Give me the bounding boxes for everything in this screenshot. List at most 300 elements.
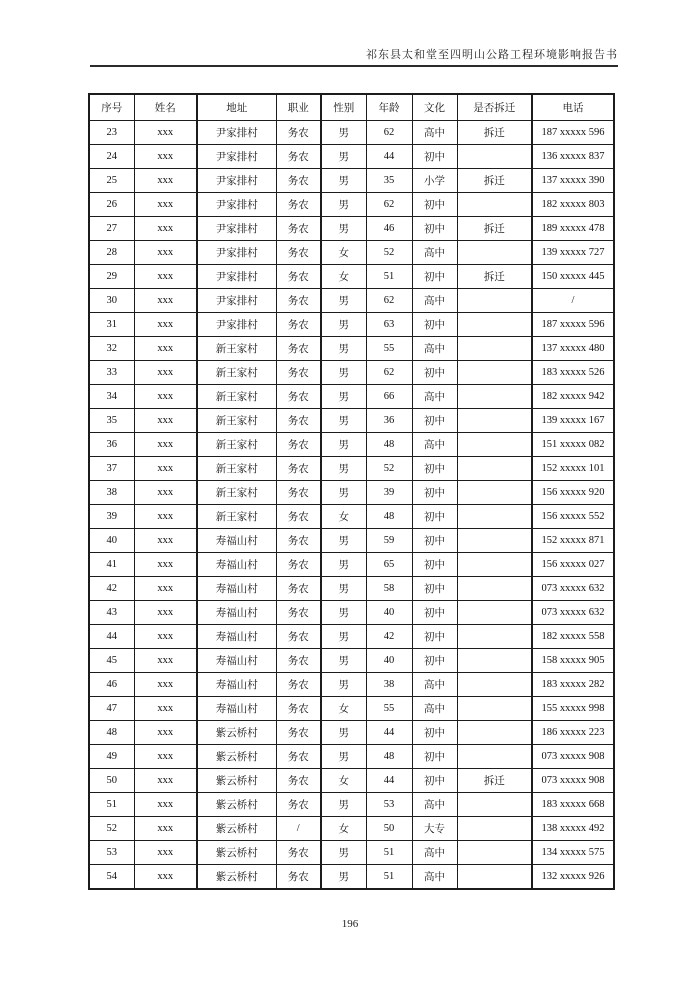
- cell-occupation: 务农: [276, 337, 321, 361]
- cell-name: xxx: [134, 601, 197, 625]
- table-row: [89, 433, 614, 457]
- cell-phone: 150 xxxxx 445: [532, 265, 614, 289]
- cell-relocation: [457, 481, 532, 505]
- cell-name: xxx: [134, 553, 197, 577]
- cell-index: 25: [89, 169, 134, 193]
- cell-occupation: 务农: [276, 697, 321, 721]
- cell-index: 43: [89, 601, 134, 625]
- page-footer: [0, 914, 700, 932]
- cell-age: 51: [366, 865, 412, 890]
- cell-gender: 男: [321, 217, 366, 241]
- cell-education: 高中: [412, 673, 457, 697]
- cell-gender: 女: [321, 697, 366, 721]
- cell-age: 59: [366, 529, 412, 553]
- cell-age: 40: [366, 601, 412, 625]
- cell-name: xxx: [134, 817, 197, 841]
- cell-gender: 男: [321, 625, 366, 649]
- table-row: [89, 409, 614, 433]
- table-row: [89, 649, 614, 673]
- table-row: [89, 505, 614, 529]
- cell-education: 初中: [412, 457, 457, 481]
- cell-name: xxx: [134, 169, 197, 193]
- cell-name: xxx: [134, 217, 197, 241]
- cell-index: 42: [89, 577, 134, 601]
- cell-address: 紫云桥村: [197, 817, 276, 841]
- table-row: [89, 553, 614, 577]
- cell-age: 62: [366, 121, 412, 145]
- cell-index: 26: [89, 193, 134, 217]
- cell-occupation: 务农: [276, 313, 321, 337]
- table-row: [89, 169, 614, 193]
- cell-address: 尹家排村: [197, 289, 276, 313]
- cell-index: 52: [89, 817, 134, 841]
- cell-gender: 男: [321, 673, 366, 697]
- cell-index: 32: [89, 337, 134, 361]
- column-header-education: 文化: [412, 94, 457, 121]
- cell-relocation: [457, 625, 532, 649]
- cell-occupation: 务农: [276, 529, 321, 553]
- table-row: [89, 145, 614, 169]
- cell-occupation: 务农: [276, 481, 321, 505]
- cell-address: 尹家排村: [197, 121, 276, 145]
- cell-relocation: [457, 817, 532, 841]
- cell-education: 高中: [412, 121, 457, 145]
- cell-phone: 183 xxxxx 282: [532, 673, 614, 697]
- cell-education: 初中: [412, 505, 457, 529]
- cell-relocation: 拆迁: [457, 121, 532, 145]
- table-row: [89, 865, 614, 890]
- table-row: [89, 385, 614, 409]
- cell-age: 48: [366, 745, 412, 769]
- cell-index: 46: [89, 673, 134, 697]
- cell-education: 高中: [412, 697, 457, 721]
- cell-relocation: [457, 793, 532, 817]
- cell-phone: 183 xxxxx 668: [532, 793, 614, 817]
- cell-address: 紫云桥村: [197, 721, 276, 745]
- cell-age: 48: [366, 433, 412, 457]
- cell-age: 44: [366, 769, 412, 793]
- cell-index: 33: [89, 361, 134, 385]
- cell-phone: 183 xxxxx 526: [532, 361, 614, 385]
- cell-gender: 男: [321, 553, 366, 577]
- cell-relocation: 拆迁: [457, 769, 532, 793]
- cell-phone: 155 xxxxx 998: [532, 697, 614, 721]
- cell-age: 36: [366, 409, 412, 433]
- cell-index: 40: [89, 529, 134, 553]
- table-row: [89, 625, 614, 649]
- cell-name: xxx: [134, 337, 197, 361]
- cell-occupation: 务农: [276, 121, 321, 145]
- cell-address: 寿福山村: [197, 553, 276, 577]
- cell-gender: 男: [321, 313, 366, 337]
- cell-index: 23: [89, 121, 134, 145]
- cell-education: 初中: [412, 577, 457, 601]
- cell-age: 52: [366, 457, 412, 481]
- cell-phone: 182 xxxxx 803: [532, 193, 614, 217]
- cell-gender: 男: [321, 745, 366, 769]
- cell-education: 初中: [412, 649, 457, 673]
- cell-occupation: 务农: [276, 841, 321, 865]
- cell-relocation: [457, 577, 532, 601]
- column-header-address: 地址: [197, 94, 276, 121]
- table-row: [89, 217, 614, 241]
- cell-phone: 152 xxxxx 871: [532, 529, 614, 553]
- cell-gender: 男: [321, 577, 366, 601]
- cell-occupation: 务农: [276, 769, 321, 793]
- cell-index: 41: [89, 553, 134, 577]
- cell-address: 新王家村: [197, 385, 276, 409]
- cell-index: 28: [89, 241, 134, 265]
- cell-name: xxx: [134, 121, 197, 145]
- cell-relocation: [457, 841, 532, 865]
- cell-address: 寿福山村: [197, 529, 276, 553]
- cell-relocation: 拆迁: [457, 217, 532, 241]
- cell-index: 37: [89, 457, 134, 481]
- table-row: [89, 265, 614, 289]
- cell-age: 44: [366, 721, 412, 745]
- cell-name: xxx: [134, 673, 197, 697]
- cell-address: 紫云桥村: [197, 745, 276, 769]
- cell-name: xxx: [134, 241, 197, 265]
- cell-address: 尹家排村: [197, 241, 276, 265]
- cell-age: 62: [366, 289, 412, 313]
- page-number: 196: [341, 918, 359, 930]
- cell-index: 35: [89, 409, 134, 433]
- cell-relocation: 拆迁: [457, 265, 532, 289]
- table-row: [89, 481, 614, 505]
- cell-age: 66: [366, 385, 412, 409]
- cell-address: 紫云桥村: [197, 793, 276, 817]
- cell-name: xxx: [134, 457, 197, 481]
- cell-name: xxx: [134, 793, 197, 817]
- cell-age: 51: [366, 265, 412, 289]
- cell-education: 初中: [412, 145, 457, 169]
- cell-address: 尹家排村: [197, 217, 276, 241]
- cell-index: 44: [89, 625, 134, 649]
- cell-relocation: [457, 433, 532, 457]
- cell-gender: 男: [321, 169, 366, 193]
- column-header-phone: 电话: [532, 94, 614, 121]
- cell-occupation: 务农: [276, 457, 321, 481]
- cell-phone: 156 xxxxx 027: [532, 553, 614, 577]
- cell-name: xxx: [134, 361, 197, 385]
- cell-name: xxx: [134, 721, 197, 745]
- cell-occupation: 务农: [276, 145, 321, 169]
- cell-address: 尹家排村: [197, 145, 276, 169]
- cell-phone: 137 xxxxx 480: [532, 337, 614, 361]
- cell-index: 29: [89, 265, 134, 289]
- column-header-occupation: 职业: [276, 94, 321, 121]
- cell-age: 65: [366, 553, 412, 577]
- cell-name: xxx: [134, 625, 197, 649]
- table-row: [89, 673, 614, 697]
- cell-address: 寿福山村: [197, 601, 276, 625]
- cell-relocation: [457, 193, 532, 217]
- header-rule: [90, 65, 618, 67]
- cell-address: 尹家排村: [197, 313, 276, 337]
- cell-education: 初中: [412, 625, 457, 649]
- cell-gender: 男: [321, 409, 366, 433]
- cell-occupation: 务农: [276, 793, 321, 817]
- cell-age: 50: [366, 817, 412, 841]
- cell-age: 40: [366, 649, 412, 673]
- cell-phone: 132 xxxxx 926: [532, 865, 614, 890]
- cell-education: 初中: [412, 529, 457, 553]
- cell-index: 31: [89, 313, 134, 337]
- cell-phone: 186 xxxxx 223: [532, 721, 614, 745]
- cell-age: 52: [366, 241, 412, 265]
- cell-relocation: [457, 721, 532, 745]
- column-header-relocation: 是否拆迁: [457, 94, 532, 121]
- cell-name: xxx: [134, 769, 197, 793]
- cell-address: 紫云桥村: [197, 865, 276, 890]
- cell-gender: 女: [321, 241, 366, 265]
- cell-education: 高中: [412, 385, 457, 409]
- cell-education: 初中: [412, 601, 457, 625]
- cell-occupation: 务农: [276, 217, 321, 241]
- cell-occupation: 务农: [276, 577, 321, 601]
- cell-age: 38: [366, 673, 412, 697]
- cell-education: 初中: [412, 745, 457, 769]
- cell-gender: 男: [321, 721, 366, 745]
- cell-phone: 187 xxxxx 596: [532, 313, 614, 337]
- cell-education: 高中: [412, 793, 457, 817]
- cell-gender: 男: [321, 481, 366, 505]
- cell-address: 尹家排村: [197, 265, 276, 289]
- cell-address: 尹家排村: [197, 193, 276, 217]
- cell-address: 新王家村: [197, 481, 276, 505]
- cell-index: 36: [89, 433, 134, 457]
- cell-education: 高中: [412, 337, 457, 361]
- cell-education: 大专: [412, 817, 457, 841]
- cell-education: 初中: [412, 409, 457, 433]
- cell-phone: /: [532, 289, 614, 313]
- cell-index: 51: [89, 793, 134, 817]
- cell-address: 新王家村: [197, 505, 276, 529]
- cell-gender: 男: [321, 865, 366, 890]
- cell-gender: 男: [321, 337, 366, 361]
- cell-gender: 男: [321, 529, 366, 553]
- table-header: [89, 94, 614, 121]
- cell-gender: 男: [321, 121, 366, 145]
- cell-name: xxx: [134, 193, 197, 217]
- cell-occupation: 务农: [276, 721, 321, 745]
- cell-name: xxx: [134, 529, 197, 553]
- cell-education: 初中: [412, 193, 457, 217]
- cell-occupation: 务农: [276, 361, 321, 385]
- cell-occupation: 务农: [276, 433, 321, 457]
- cell-phone: 139 xxxxx 727: [532, 241, 614, 265]
- cell-phone: 073 xxxxx 632: [532, 601, 614, 625]
- cell-occupation: 务农: [276, 289, 321, 313]
- cell-education: 高中: [412, 241, 457, 265]
- cell-education: 初中: [412, 481, 457, 505]
- cell-index: 34: [89, 385, 134, 409]
- cell-index: 39: [89, 505, 134, 529]
- cell-phone: 156 xxxxx 920: [532, 481, 614, 505]
- cell-education: 初中: [412, 265, 457, 289]
- cell-occupation: 务农: [276, 673, 321, 697]
- cell-phone: 073 xxxxx 908: [532, 745, 614, 769]
- table-row: [89, 577, 614, 601]
- cell-gender: 男: [321, 385, 366, 409]
- cell-education: 初中: [412, 361, 457, 385]
- cell-address: 新王家村: [197, 457, 276, 481]
- cell-name: xxx: [134, 289, 197, 313]
- cell-gender: 男: [321, 361, 366, 385]
- cell-occupation: 务农: [276, 865, 321, 890]
- cell-age: 39: [366, 481, 412, 505]
- cell-age: 48: [366, 505, 412, 529]
- cell-occupation: 务农: [276, 385, 321, 409]
- cell-address: 寿福山村: [197, 697, 276, 721]
- cell-education: 初中: [412, 553, 457, 577]
- cell-name: xxx: [134, 745, 197, 769]
- cell-gender: 男: [321, 841, 366, 865]
- cell-occupation: 务农: [276, 169, 321, 193]
- cell-name: xxx: [134, 577, 197, 601]
- cell-education: 初中: [412, 769, 457, 793]
- cell-index: 30: [89, 289, 134, 313]
- cell-education: 高中: [412, 289, 457, 313]
- cell-age: 63: [366, 313, 412, 337]
- cell-phone: 073 xxxxx 908: [532, 769, 614, 793]
- cell-occupation: 务农: [276, 649, 321, 673]
- cell-phone: 152 xxxxx 101: [532, 457, 614, 481]
- table-row: [89, 721, 614, 745]
- cell-occupation: 务农: [276, 745, 321, 769]
- cell-phone: 187 xxxxx 596: [532, 121, 614, 145]
- table-row: [89, 817, 614, 841]
- cell-age: 35: [366, 169, 412, 193]
- cell-phone: 182 xxxxx 942: [532, 385, 614, 409]
- cell-gender: 女: [321, 817, 366, 841]
- cell-gender: 男: [321, 457, 366, 481]
- table-header-row: [89, 94, 614, 121]
- cell-phone: 139 xxxxx 167: [532, 409, 614, 433]
- cell-relocation: 拆迁: [457, 169, 532, 193]
- table-body: [89, 121, 614, 890]
- cell-age: 62: [366, 361, 412, 385]
- cell-age: 62: [366, 193, 412, 217]
- cell-gender: 男: [321, 793, 366, 817]
- cell-phone: 151 xxxxx 082: [532, 433, 614, 457]
- cell-relocation: [457, 385, 532, 409]
- cell-relocation: [457, 361, 532, 385]
- cell-occupation: 务农: [276, 625, 321, 649]
- cell-index: 24: [89, 145, 134, 169]
- cell-phone: 136 xxxxx 837: [532, 145, 614, 169]
- cell-age: 46: [366, 217, 412, 241]
- cell-index: 45: [89, 649, 134, 673]
- cell-relocation: [457, 457, 532, 481]
- cell-name: xxx: [134, 649, 197, 673]
- table-row: [89, 193, 614, 217]
- cell-relocation: [457, 145, 532, 169]
- cell-address: 寿福山村: [197, 577, 276, 601]
- column-header-age: 年龄: [366, 94, 412, 121]
- cell-index: 53: [89, 841, 134, 865]
- cell-address: 紫云桥村: [197, 769, 276, 793]
- cell-gender: 女: [321, 505, 366, 529]
- cell-index: 27: [89, 217, 134, 241]
- cell-relocation: [457, 553, 532, 577]
- cell-age: 53: [366, 793, 412, 817]
- cell-age: 51: [366, 841, 412, 865]
- cell-relocation: [457, 409, 532, 433]
- cell-occupation: 务农: [276, 193, 321, 217]
- cell-index: 38: [89, 481, 134, 505]
- cell-address: 寿福山村: [197, 625, 276, 649]
- table-row: [89, 121, 614, 145]
- cell-name: xxx: [134, 433, 197, 457]
- cell-address: 寿福山村: [197, 673, 276, 697]
- cell-phone: 182 xxxxx 558: [532, 625, 614, 649]
- column-header-name: 姓名: [134, 94, 197, 121]
- table-row: [89, 289, 614, 313]
- cell-name: xxx: [134, 409, 197, 433]
- cell-age: 55: [366, 337, 412, 361]
- cell-address: 尹家排村: [197, 169, 276, 193]
- cell-relocation: [457, 601, 532, 625]
- cell-phone: 137 xxxxx 390: [532, 169, 614, 193]
- cell-age: 58: [366, 577, 412, 601]
- cell-relocation: [457, 745, 532, 769]
- cell-age: 42: [366, 625, 412, 649]
- cell-name: xxx: [134, 841, 197, 865]
- cell-education: 高中: [412, 841, 457, 865]
- cell-relocation: [457, 289, 532, 313]
- cell-index: 48: [89, 721, 134, 745]
- cell-gender: 男: [321, 601, 366, 625]
- cell-relocation: [457, 313, 532, 337]
- cell-index: 54: [89, 865, 134, 890]
- cell-name: xxx: [134, 385, 197, 409]
- table-row: [89, 769, 614, 793]
- cell-index: 50: [89, 769, 134, 793]
- table-row: [89, 337, 614, 361]
- cell-address: 新王家村: [197, 409, 276, 433]
- cell-name: xxx: [134, 313, 197, 337]
- cell-education: 初中: [412, 217, 457, 241]
- table-row: [89, 745, 614, 769]
- cell-address: 新王家村: [197, 337, 276, 361]
- cell-address: 寿福山村: [197, 649, 276, 673]
- table-row: [89, 841, 614, 865]
- cell-relocation: [457, 241, 532, 265]
- cell-relocation: [457, 649, 532, 673]
- table-row: [89, 241, 614, 265]
- resident-survey-table: [88, 93, 615, 890]
- cell-address: 新王家村: [197, 433, 276, 457]
- cell-occupation: 务农: [276, 553, 321, 577]
- column-header-gender: 性别: [321, 94, 366, 121]
- cell-name: xxx: [134, 481, 197, 505]
- cell-gender: 男: [321, 433, 366, 457]
- cell-relocation: [457, 865, 532, 890]
- cell-index: 47: [89, 697, 134, 721]
- cell-occupation: 务农: [276, 505, 321, 529]
- table-row: [89, 697, 614, 721]
- cell-index: 49: [89, 745, 134, 769]
- cell-education: 高中: [412, 865, 457, 890]
- table-row: [89, 529, 614, 553]
- cell-occupation: 务农: [276, 409, 321, 433]
- cell-name: xxx: [134, 697, 197, 721]
- cell-gender: 男: [321, 145, 366, 169]
- table-row: [89, 457, 614, 481]
- cell-phone: 073 xxxxx 632: [532, 577, 614, 601]
